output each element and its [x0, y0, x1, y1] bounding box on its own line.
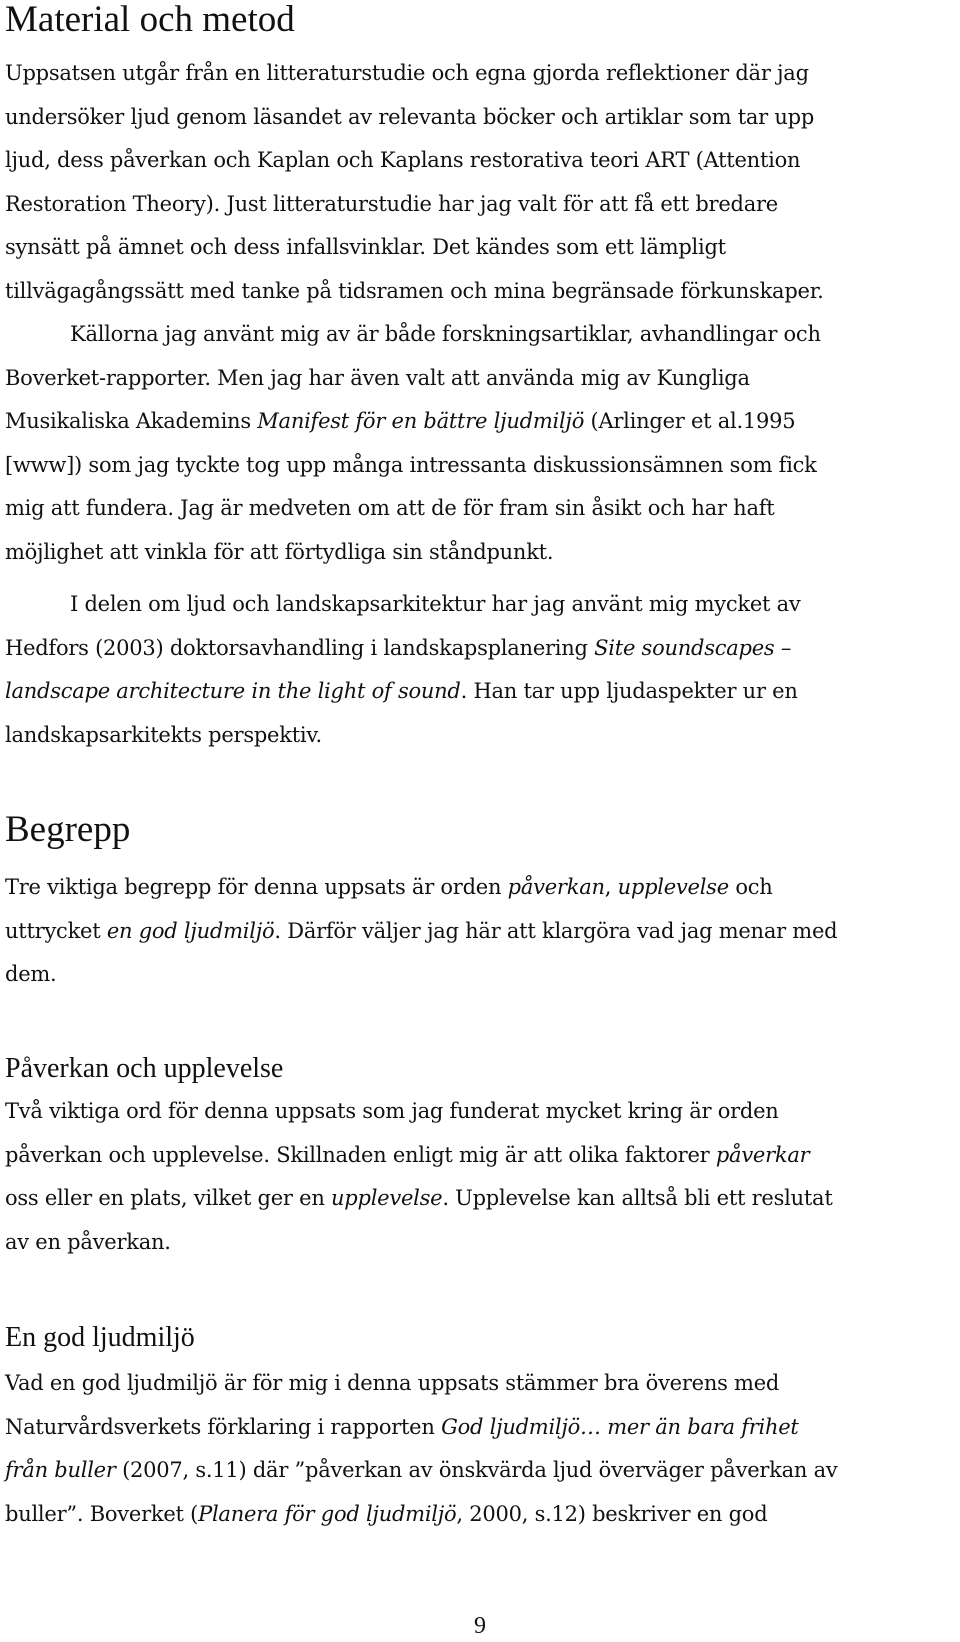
text-line: Uppsatsen utgår från en litteraturstudie och egna gjorda reflektioner där jag: [5, 61, 809, 85]
text-run: , 2000, s.12) beskriver en god: [456, 1501, 768, 1526]
text-line: [5, 910, 837, 954]
subheading-paverkan-och-upplevelse: Påverkan och upplevelse: [5, 1053, 284, 1084]
text-run: (Arlinger et al.1995: [584, 409, 796, 433]
text-line: [5, 866, 837, 910]
text-line: [5, 627, 801, 671]
paragraph-material-hedfors: [5, 583, 801, 757]
page-number: 9: [474, 1613, 486, 1639]
text-run: . Upplevelse kan alltså bli ett reslutat: [442, 1186, 833, 1210]
text-run: påverkan och upplevelse. Skillnaden enligt mig är att olika faktorer: [5, 1142, 716, 1167]
text-line: [5, 1449, 838, 1493]
text-line: [5, 400, 824, 444]
book-title: landscape architecture in the light of sound: [5, 679, 461, 703]
text-line: [5, 670, 801, 714]
text-line: synsätt på ämnet och dess infallsvinklar. Det kändes som ett lämpligt: [5, 235, 726, 259]
section-heading-begrepp: Begrepp: [5, 809, 131, 850]
term: en god ljudmiljö: [106, 918, 275, 943]
book-title: Site soundscapes –: [594, 635, 792, 660]
text-run: Naturvårdsverkets förklaring i rapporten: [5, 1414, 442, 1439]
text-line: av en påverkan.: [5, 1229, 171, 1254]
text-run: Musikaliska Akademins: [5, 409, 258, 433]
book-title: Manifest för en bättre ljudmiljö: [257, 409, 585, 433]
term: påverkan: [507, 875, 605, 899]
paragraph-material-intro: [5, 52, 824, 574]
text-line: möjlighet att vinkla för att förtydliga sin ståndpunkt.: [5, 539, 554, 564]
report-title: God ljudmiljö… mer än bara frihet: [441, 1414, 799, 1439]
text-line: dem.: [5, 962, 57, 986]
subheading-en-god-ljudmiljo: En god ljudmiljö: [5, 1322, 195, 1353]
text-line: mig att fundera. Jag är medveten om att de för fram sin åsikt och har haft: [5, 496, 775, 520]
term: påverkar: [715, 1142, 810, 1167]
paragraph-begrepp: [5, 866, 837, 997]
term: upplevelse: [617, 875, 729, 899]
text-line: [5, 1134, 833, 1178]
text-run: Hedfors (2003) doktorsavhandling i landskapsplanering: [5, 635, 595, 660]
report-title: Planera för god ljudmiljö: [198, 1501, 457, 1526]
text-run: uttrycket: [5, 918, 107, 943]
text-line: [5, 1177, 833, 1221]
term: upplevelse: [331, 1186, 443, 1210]
text-run: och: [728, 875, 773, 899]
text-line: Boverket-rapporter. Men jag har även valt att använda mig av Kungliga: [5, 365, 750, 390]
text-run: Tre viktiga begrepp för denna uppsats är orden: [5, 875, 508, 899]
text-line: I delen om ljud och landskapsarkitektur har jag använt mig mycket av: [70, 592, 801, 616]
text-run: oss eller en plats, vilket ger en: [5, 1186, 332, 1210]
text-line: landskapsarkitekts perspektiv.: [5, 722, 322, 747]
report-title: från buller: [5, 1458, 116, 1482]
text-line: tillvägagångssätt med tanke på tidsramen och mina begränsade förkunskaper.: [5, 278, 824, 303]
text-line: ljud, dess påverkan och Kaplan och Kaplans restorativa teori ART (Attention: [5, 148, 801, 172]
text-line: [5, 1493, 838, 1537]
text-run: (2007, s.11) där ”påverkan av önskvärda ljud överväger påverkan av: [115, 1458, 838, 1482]
text-line: undersöker ljud genom läsandet av relevanta böcker och artiklar som tar upp: [5, 104, 815, 129]
paragraph-paverkan: [5, 1090, 833, 1264]
text-run: ,: [604, 875, 618, 899]
text-line: Vad en god ljudmiljö är för mig i denna uppsats stämmer bra överens med: [5, 1371, 780, 1395]
text-run: . Han tar upp ljudaspekter ur en: [460, 679, 798, 703]
text-line: [5, 1406, 838, 1450]
text-line: Restoration Theory). Just litteraturstudie har jag valt för att få ett bredare: [5, 191, 778, 216]
paragraph-god-ljudmiljo: [5, 1362, 838, 1536]
text-run: . Därför väljer jag här att klargöra vad jag menar med: [274, 918, 838, 943]
text-line: Två viktiga ord för denna uppsats som jag funderat mycket kring är orden: [5, 1099, 779, 1123]
text-line: [www]) som jag tyckte tog upp många intressanta diskussionsämnen som fick: [5, 452, 817, 477]
section-heading-material-och-metod: Material och metod: [5, 0, 295, 40]
text-line: Källorna jag använt mig av är både forskningsartiklar, avhandlingar och: [70, 322, 821, 346]
text-run: buller”. Boverket (: [5, 1501, 199, 1526]
